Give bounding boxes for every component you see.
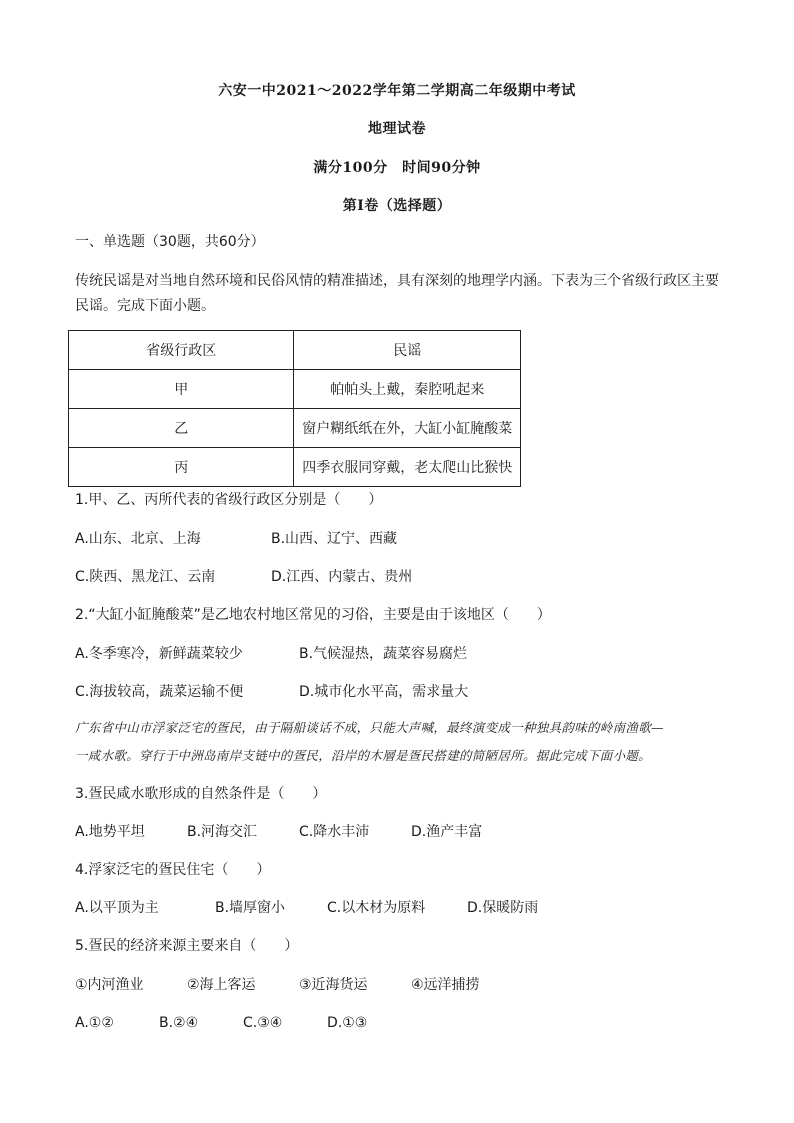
- table-header-ballad: 民谣: [294, 331, 521, 370]
- q5-item-2: ②海上客运: [187, 977, 256, 993]
- intro2-line1: 广东省中山市浮家泛宅的疍民，由于隔船谈话不成，只能大声喊，最终演变成一种独具韵味的岭南渔歌—: [75, 720, 664, 735]
- q2-option-d[interactable]: D.城市化水平高，需求量大: [299, 684, 469, 700]
- q1-option-b[interactable]: B.山西、辽宁、西藏: [271, 531, 398, 547]
- table-cell-ballad: 帕帕头上戴，秦腔吼起来: [294, 370, 521, 409]
- exam-score-time: 满分100分 时间90分钟: [313, 160, 481, 176]
- ballad-table: [68, 330, 521, 487]
- table-cell-ballad: 窗户糊纸纸在外，大缸小缸腌酸菜: [294, 409, 521, 448]
- intro1-line1: 传统民谣是对当地自然环境和民俗风情的精准描述，具有深刻的地理学内涵。下表为三个省级行政区主要: [75, 273, 719, 289]
- table-cell-province: 甲: [69, 370, 294, 409]
- q1-option-a[interactable]: A.山东、北京、上海: [75, 531, 201, 547]
- q2-stem: 2.“大缸小缸腌酸菜”是乙地农村地区常见的习俗，主要是由于该地区（ ）: [75, 607, 551, 623]
- intro2-line2: 一咸水歌。穿行于中洲岛南岸支链中的疍民，沿岸的木層是疍民搭建的简陋居所。据此完成下面小题。: [75, 748, 652, 763]
- q5-item-4: ④远洋捕捞: [411, 977, 480, 993]
- q3-option-d[interactable]: D.渔产丰富: [411, 824, 483, 840]
- q5-item-1: ①内河渔业: [75, 977, 144, 993]
- q4-option-a[interactable]: A.以平顶为主: [75, 900, 159, 916]
- q1-option-d[interactable]: D.江西、内蒙古、贵州: [271, 569, 413, 585]
- table-cell-ballad: 四季衣服同穿戴，老太爬山比猴快: [294, 448, 521, 487]
- q2-option-a[interactable]: A.冬季寒冷，新鲜蔬菜较少: [75, 646, 243, 662]
- q5-option-b[interactable]: B.②④: [159, 1015, 199, 1031]
- table-header-row: [69, 331, 521, 370]
- q2-option-b[interactable]: B.气候湿热，蔬菜容易腐烂: [299, 646, 468, 662]
- q1-option-c[interactable]: C.陕西、黑龙江、云南: [75, 569, 216, 585]
- q4-stem: 4.浮家泛宅的疍民住宅（ ）: [75, 862, 271, 878]
- exam-title: 六安一中2021～2022学年第二学期高二年级期中考试: [218, 83, 576, 99]
- q4-option-b[interactable]: B.墙厚窗小: [215, 900, 286, 916]
- q1-stem: 1.甲、乙、丙所代表的省级行政区分别是（ ）: [75, 492, 383, 508]
- table-header-province: 省级行政区: [69, 331, 294, 370]
- q4-option-c[interactable]: C.以木材为原料: [327, 900, 426, 916]
- table-cell-province: 乙: [69, 409, 294, 448]
- q3-option-a[interactable]: A.地势平坦: [75, 824, 145, 840]
- q3-option-b[interactable]: B.河海交汇: [187, 824, 258, 840]
- q3-option-c[interactable]: C.降水丰沛: [299, 824, 370, 840]
- q5-option-d[interactable]: D.①③: [327, 1015, 368, 1031]
- table-row: [69, 409, 521, 448]
- q5-stem: 5.疍民的经济来源主要来自（ ）: [75, 938, 299, 954]
- q5-option-a[interactable]: A.①②: [75, 1015, 114, 1031]
- section-heading: 一、单选题（30题，共60分）: [75, 234, 265, 250]
- q5-option-c[interactable]: C.③④: [243, 1015, 283, 1031]
- intro1-line2: 民谣。完成下面小题。: [75, 298, 215, 314]
- table-cell-province: 丙: [69, 448, 294, 487]
- q2-option-c[interactable]: C.海拔较高，蔬菜运输不便: [75, 684, 244, 700]
- q3-stem: 3.疍民咸水歌形成的自然条件是（ ）: [75, 786, 327, 802]
- table-row: [69, 448, 521, 487]
- table-row: [69, 370, 521, 409]
- q4-option-d[interactable]: D.保暖防雨: [467, 900, 539, 916]
- exam-volume: 第Ⅰ卷（选择题）: [342, 198, 452, 214]
- q5-item-3: ③近海货运: [299, 977, 368, 993]
- exam-subject: 地理试卷: [368, 121, 426, 137]
